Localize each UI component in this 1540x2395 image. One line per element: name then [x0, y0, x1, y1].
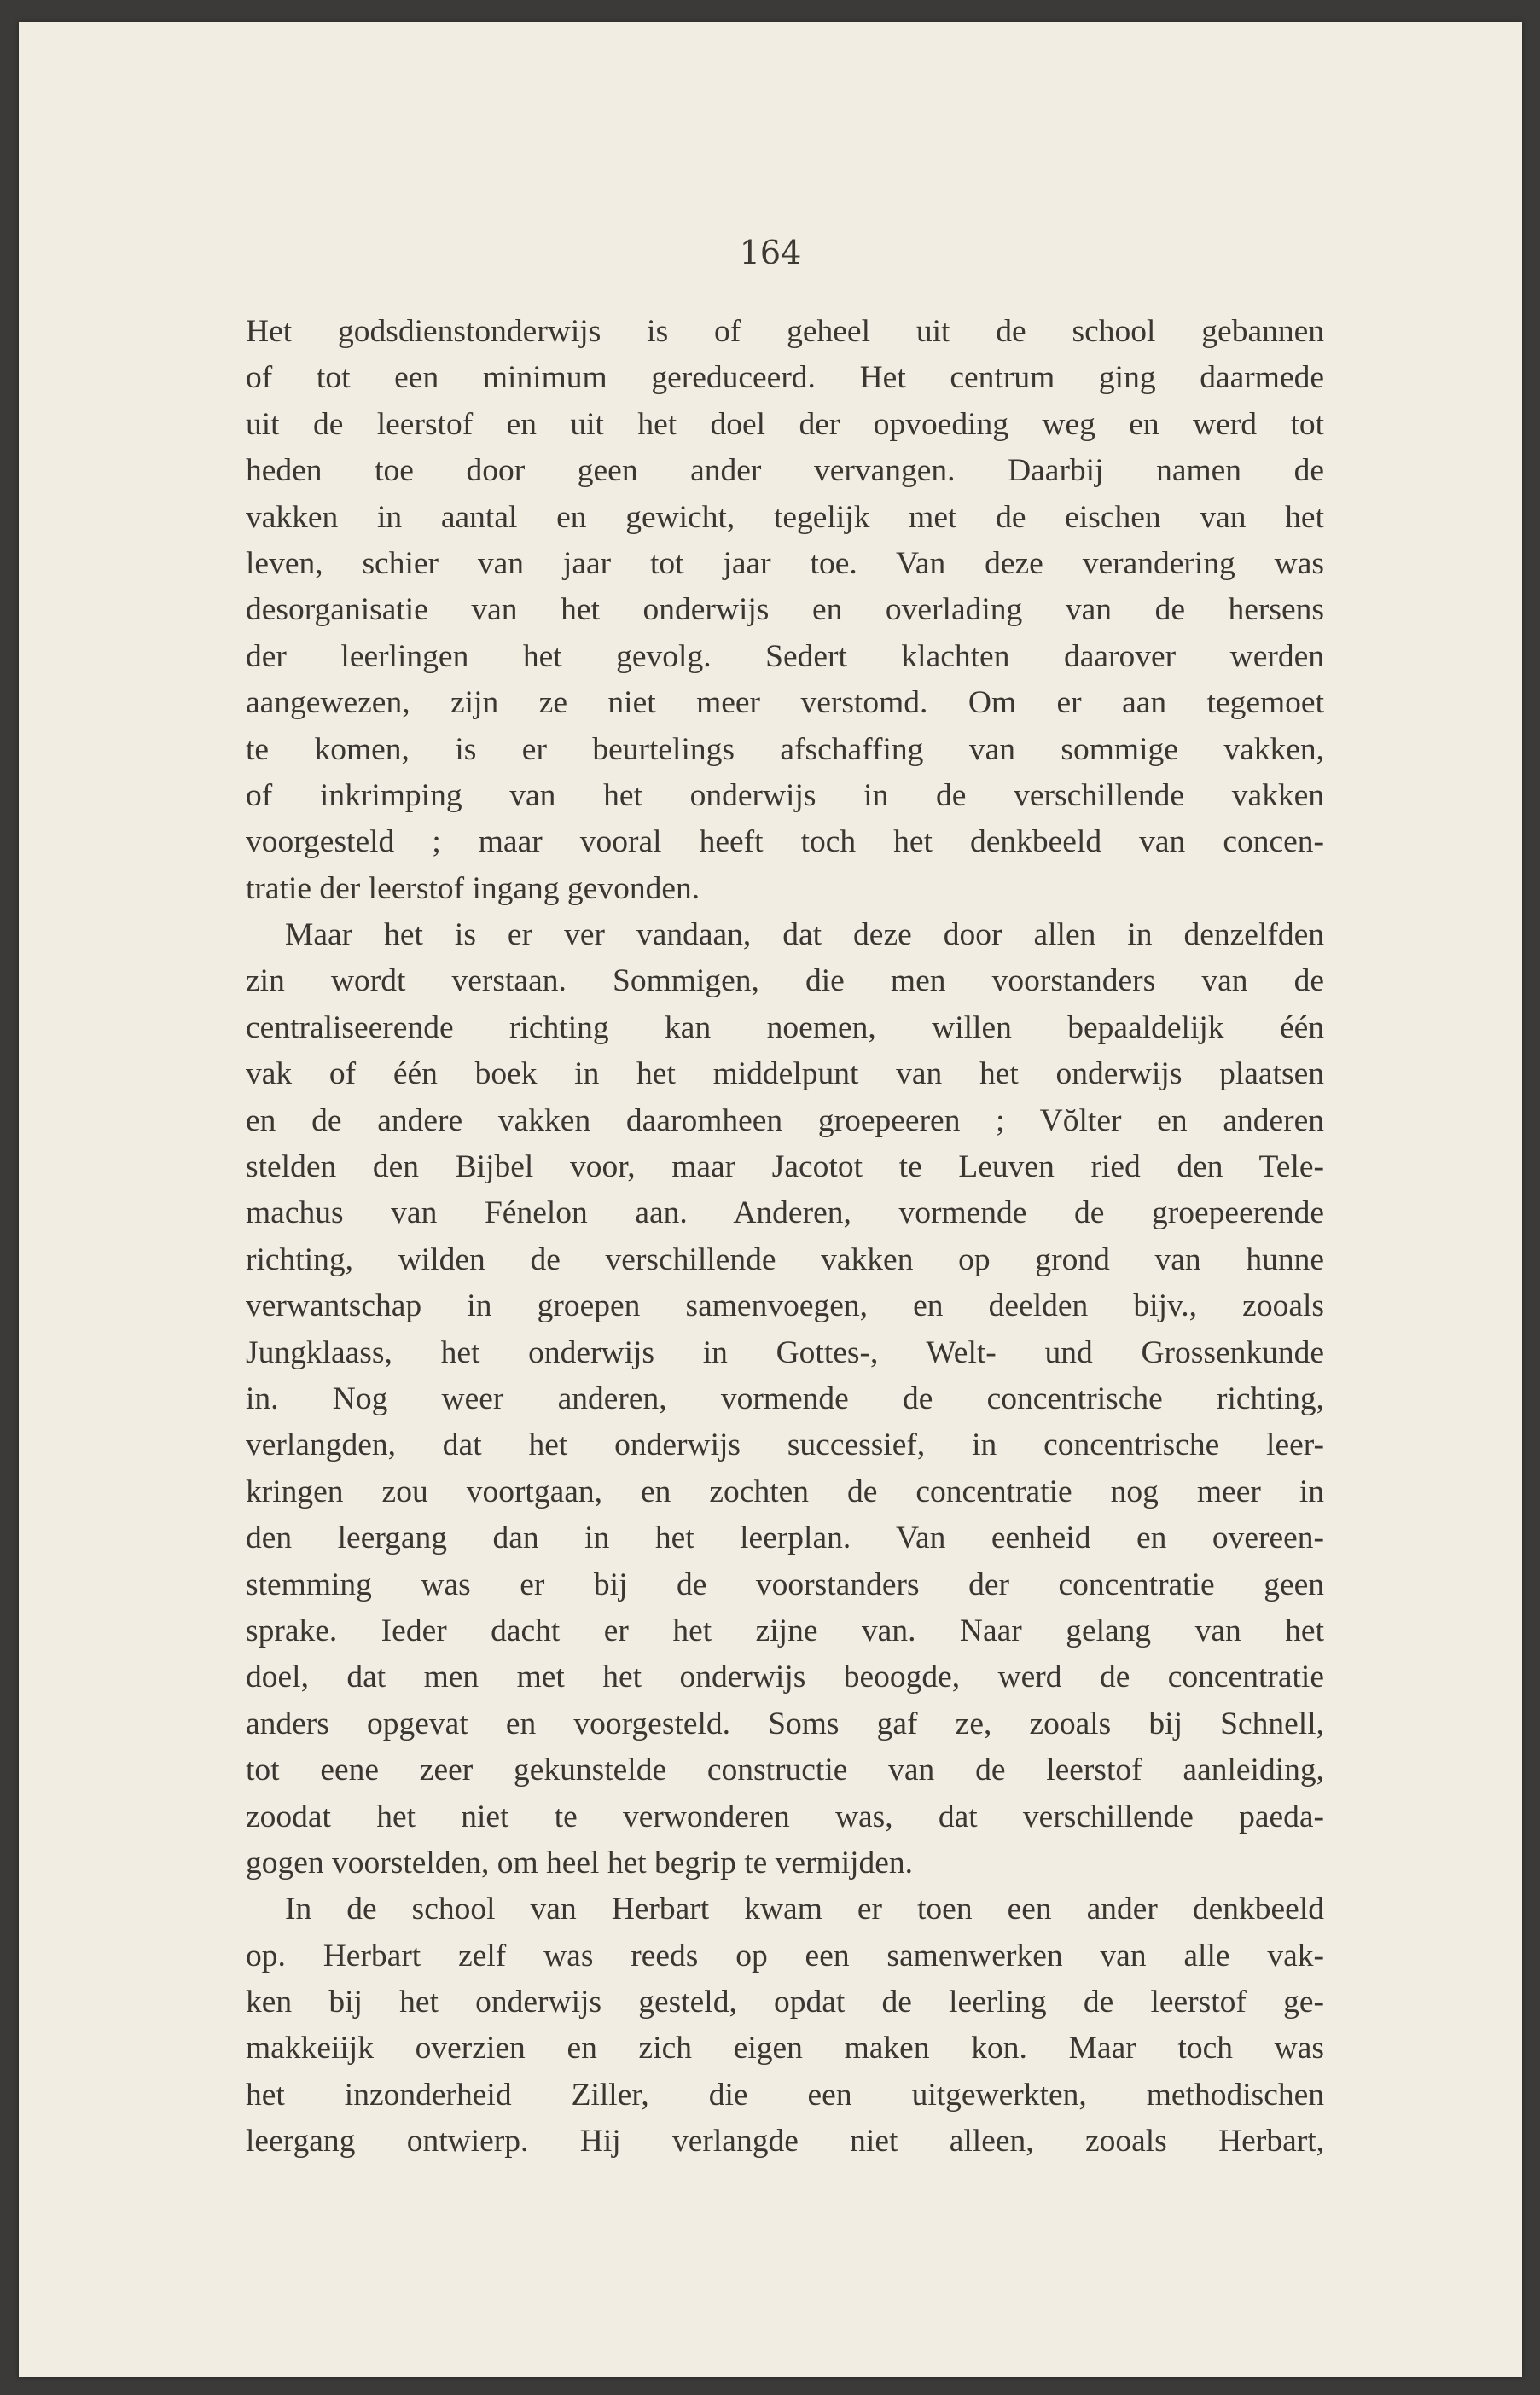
text-line: machus van Fénelon aan. Anderen, vormende de groepeerende [246, 1195, 1324, 1231]
text-line: den leergang dan in het leerplan. Van eenheid en overeen- [246, 1520, 1324, 1556]
text-line: heden toe door geen ander vervangen. Daarbij namen de [246, 453, 1324, 489]
text-line: ken bij het onderwijs gesteld, opdat de leerling de leerstof ge- [246, 1985, 1324, 2020]
text-line: stemming was er bij de voorstanders der concentratie geen [246, 1567, 1324, 1602]
text-line: en de andere vakken daaromheen groepeeren ; Vŏlter en anderen [246, 1102, 1324, 1138]
text-line: op. Herbart zelf was reeds op een samenwerken van alle vak- [246, 1938, 1324, 1974]
text-line: of inkrimping van het onderwijs in de verschillende vakken [246, 777, 1324, 813]
text-line: der leerlingen het gevolg. Sedert klachten daarover werden [246, 638, 1324, 674]
text-line: of tot een minimum gereduceerd. Het centrum ging daarmede [246, 360, 1324, 396]
text-line: het inzonderheid Ziller, die een uitgewerkten, methodischen [246, 2077, 1324, 2113]
text-line: In de school van Herbart kwam er toen een ander denkbeeld [285, 1892, 1324, 1927]
text-line: centraliseerende richting kan noemen, willen bepaaldelijk één [246, 1009, 1324, 1045]
text-line: kringen zou voortgaan, en zochten de concentratie nog meer in [246, 1474, 1324, 1509]
text-line: stelden den Bijbel voor, maar Jacotot te Leuven ried den Tele- [246, 1149, 1324, 1185]
page-number: 164 [739, 234, 802, 271]
text-line: aangewezen, zijn ze niet meer verstomd. Om er aan tegemoet [246, 685, 1324, 721]
text-line: vakken in aantal en gewicht, tegelijk met de eischen van het [246, 499, 1324, 535]
text-line: zin wordt verstaan. Sommigen, die men voorstanders van de [246, 963, 1324, 999]
text-line: in. Nog weer anderen, vormende de concentrische richting, [246, 1381, 1324, 1416]
text-line: desorganisatie van het onderwijs en overlading van de hersens [246, 592, 1324, 628]
text-line: sprake. Ieder dacht er het zijne van. Naar gelang van het [246, 1613, 1324, 1648]
text-line: zoodat het niet te verwonderen was, dat verschillende paeda- [246, 1799, 1324, 1834]
text-line: verlangden, dat het onderwijs successief, in concentrische leer- [246, 1427, 1324, 1463]
text-line: uit de leerstof en uit het doel der opvoeding weg en werd tot [246, 406, 1324, 442]
text-line: voorgesteld ; maar vooral heeft toch het denkbeeld van concen- [246, 824, 1324, 860]
text-line: leven, schier van jaar tot jaar toe. Van deze verandering was [246, 545, 1324, 581]
text-line: leergang ontwierp. Hij verlangde niet alleen, zooals Herbart, [246, 2124, 1324, 2160]
text-line: Maar het is er ver vandaan, dat deze door allen in denzelfden [285, 917, 1324, 953]
text-line: Het godsdienstonderwijs is of geheel uit de school gebannen [246, 314, 1324, 349]
text-line: tratie der leerstof ingang gevonden. [246, 870, 700, 906]
text-line: tot eene zeer gekunstelde constructie van de leerstof aanleiding, [246, 1753, 1324, 1788]
text-line: anders opgevat en voorgesteld. Soms gaf ze, zooals bij Schnell, [246, 1706, 1324, 1741]
text-line: verwantschap in groepen samenvoegen, en deelden bijv., zooals [246, 1288, 1324, 1324]
text-line: vak of één boek in het middelpunt van het onderwijs plaatsen [246, 1056, 1324, 1092]
body-text [246, 309, 1324, 2165]
text-line: richting, wilden de verschillende vakken op grond van hunne [246, 1241, 1324, 1277]
text-line: doel, dat men met het onderwijs beoogde, werd de concentratie [246, 1660, 1324, 1695]
book-page [19, 22, 1522, 2377]
text-line: te komen, is er beurtelings afschaffing van sommige vakken, [246, 731, 1324, 767]
text-line: makkeiijk overzien en zich eigen maken kon. Maar toch was [246, 2031, 1324, 2067]
text-line: gogen voorstelden, om heel het begrip te vermijden. [246, 1845, 914, 1881]
text-line: Jungklaass, het onderwijs in Gottes-, Welt- und Grossenkunde [246, 1334, 1324, 1370]
